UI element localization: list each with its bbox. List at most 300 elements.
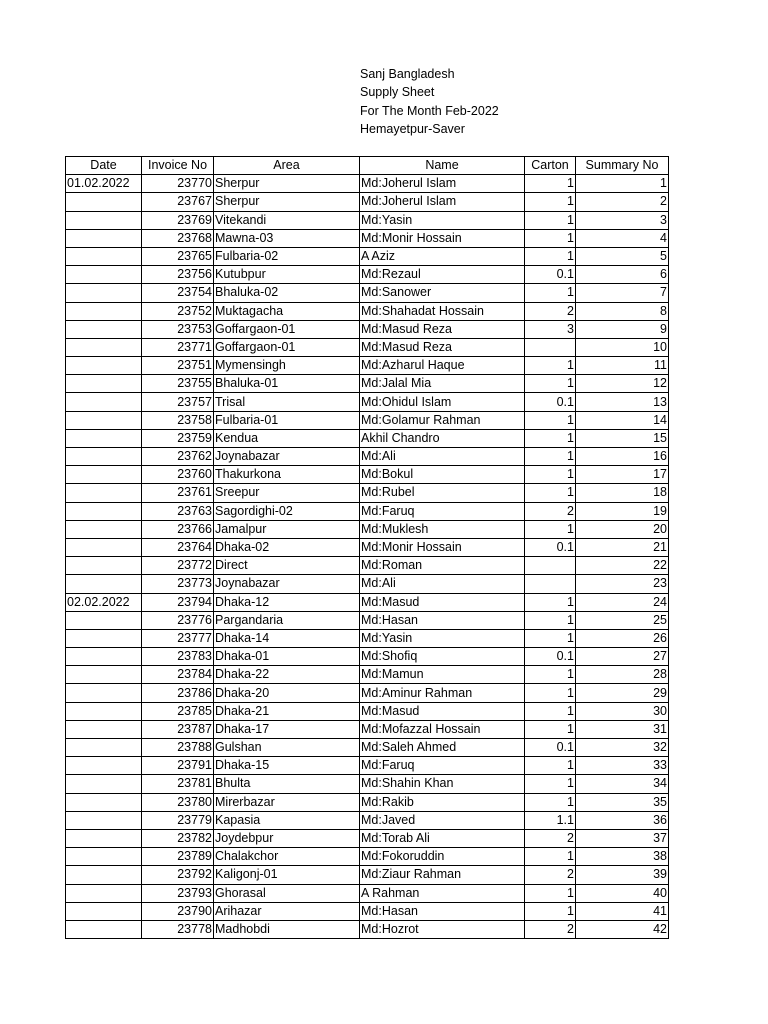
cell-area: Chalakchor xyxy=(214,848,360,866)
table-row xyxy=(66,175,669,193)
cell-date xyxy=(66,775,142,793)
cell-date xyxy=(66,702,142,720)
cell-name: Akhil Chandro xyxy=(360,429,525,447)
cell-date xyxy=(66,266,142,284)
cell-summary-no: 38 xyxy=(576,848,669,866)
cell-name: Md:Javed xyxy=(360,811,525,829)
cell-invoice-no: 23776 xyxy=(142,611,214,629)
table-row xyxy=(66,739,669,757)
table-row xyxy=(66,429,669,447)
table-row xyxy=(66,284,669,302)
cell-invoice-no: 23751 xyxy=(142,357,214,375)
cell-carton: 1 xyxy=(525,702,576,720)
table-row xyxy=(66,320,669,338)
cell-summary-no: 34 xyxy=(576,775,669,793)
cell-area: Kapasia xyxy=(214,811,360,829)
cell-carton: 1 xyxy=(525,484,576,502)
table-body xyxy=(66,175,669,939)
supply-table xyxy=(65,156,669,939)
cell-name: A Aziz xyxy=(360,247,525,265)
cell-name: Md:Shofiq xyxy=(360,648,525,666)
cell-summary-no: 35 xyxy=(576,793,669,811)
cell-area: Kutubpur xyxy=(214,266,360,284)
cell-name: Md:Shahin Khan xyxy=(360,775,525,793)
table-row xyxy=(66,448,669,466)
cell-invoice-no: 23787 xyxy=(142,720,214,738)
cell-carton xyxy=(525,338,576,356)
cell-invoice-no: 23764 xyxy=(142,538,214,556)
table-row xyxy=(66,848,669,866)
cell-area: Direct xyxy=(214,557,360,575)
cell-summary-no: 28 xyxy=(576,666,669,684)
column-header-name: Name xyxy=(360,157,525,175)
cell-invoice-no: 23793 xyxy=(142,884,214,902)
cell-carton: 1 xyxy=(525,666,576,684)
cell-carton: 1 xyxy=(525,247,576,265)
cell-area: Vitekandi xyxy=(214,211,360,229)
table-row xyxy=(66,829,669,847)
cell-carton: 1 xyxy=(525,884,576,902)
cell-area: Goffargaon-01 xyxy=(214,338,360,356)
cell-summary-no: 12 xyxy=(576,375,669,393)
cell-summary-no: 10 xyxy=(576,338,669,356)
cell-invoice-no: 23763 xyxy=(142,502,214,520)
table-row xyxy=(66,593,669,611)
cell-date xyxy=(66,793,142,811)
table-row xyxy=(66,884,669,902)
cell-carton xyxy=(525,575,576,593)
cell-area: Mymensingh xyxy=(214,357,360,375)
cell-name: Md:Ali xyxy=(360,448,525,466)
cell-date xyxy=(66,629,142,647)
cell-invoice-no: 23779 xyxy=(142,811,214,829)
cell-name: Md:Joherul Islam xyxy=(360,175,525,193)
cell-name: Md:Faruq xyxy=(360,757,525,775)
cell-name: Md:Golamur Rahman xyxy=(360,411,525,429)
cell-carton: 1 xyxy=(525,611,576,629)
cell-carton: 0.1 xyxy=(525,739,576,757)
cell-summary-no: 27 xyxy=(576,648,669,666)
cell-carton: 1 xyxy=(525,684,576,702)
cell-date xyxy=(66,866,142,884)
table-row xyxy=(66,793,669,811)
cell-carton: 1 xyxy=(525,175,576,193)
cell-date xyxy=(66,684,142,702)
table-row xyxy=(66,484,669,502)
cell-name: Md:Yasin xyxy=(360,629,525,647)
cell-summary-no: 29 xyxy=(576,684,669,702)
cell-name: Md:Monir Hossain xyxy=(360,538,525,556)
cell-summary-no: 5 xyxy=(576,247,669,265)
cell-name: Md:Ohidul Islam xyxy=(360,393,525,411)
company-name: Sanj Bangladesh xyxy=(360,67,455,81)
table-row xyxy=(66,666,669,684)
cell-name: Md:Shahadat Hossain xyxy=(360,302,525,320)
table-row xyxy=(66,538,669,556)
cell-invoice-no: 23771 xyxy=(142,338,214,356)
cell-carton: 1 xyxy=(525,448,576,466)
cell-name: Md:Jalal Mia xyxy=(360,375,525,393)
cell-summary-no: 8 xyxy=(576,302,669,320)
cell-name: Md:Rubel xyxy=(360,484,525,502)
cell-summary-no: 11 xyxy=(576,357,669,375)
cell-name: Md:Faruq xyxy=(360,502,525,520)
table-row xyxy=(66,193,669,211)
cell-carton: 1 xyxy=(525,211,576,229)
cell-summary-no: 36 xyxy=(576,811,669,829)
table-row xyxy=(66,247,669,265)
cell-date xyxy=(66,229,142,247)
cell-invoice-no: 23767 xyxy=(142,193,214,211)
cell-area: Sherpur xyxy=(214,193,360,211)
table-row xyxy=(66,229,669,247)
cell-invoice-no: 23777 xyxy=(142,629,214,647)
cell-name: Md:Rezaul xyxy=(360,266,525,284)
cell-date xyxy=(66,357,142,375)
cell-carton: 1 xyxy=(525,629,576,647)
cell-carton: 1 xyxy=(525,720,576,738)
cell-area: Bhaluka-01 xyxy=(214,375,360,393)
cell-area: Joynabazar xyxy=(214,448,360,466)
table-row xyxy=(66,575,669,593)
cell-summary-no: 7 xyxy=(576,284,669,302)
table-row xyxy=(66,211,669,229)
cell-carton: 0.1 xyxy=(525,648,576,666)
cell-date xyxy=(66,538,142,556)
cell-invoice-no: 23769 xyxy=(142,211,214,229)
cell-name: Md:Saleh Ahmed xyxy=(360,739,525,757)
cell-area: Mawna-03 xyxy=(214,229,360,247)
sheet-header xyxy=(360,65,499,138)
table-row xyxy=(66,411,669,429)
cell-area: Goffargaon-01 xyxy=(214,320,360,338)
cell-carton: 1 xyxy=(525,193,576,211)
table-row xyxy=(66,466,669,484)
cell-invoice-no: 23760 xyxy=(142,466,214,484)
cell-name: Md:Roman xyxy=(360,557,525,575)
cell-name: Md:Mofazzal Hossain xyxy=(360,720,525,738)
cell-invoice-no: 23778 xyxy=(142,920,214,938)
column-header-summary: Summary No xyxy=(576,157,669,175)
cell-carton: 1 xyxy=(525,229,576,247)
cell-invoice-no: 23754 xyxy=(142,284,214,302)
cell-invoice-no: 23791 xyxy=(142,757,214,775)
cell-summary-no: 24 xyxy=(576,593,669,611)
table-row xyxy=(66,557,669,575)
cell-area: Dhaka-20 xyxy=(214,684,360,702)
cell-carton: 1 xyxy=(525,411,576,429)
cell-date xyxy=(66,466,142,484)
cell-invoice-no: 23761 xyxy=(142,484,214,502)
sheet-location: Hemayetpur-Saver xyxy=(360,121,465,136)
cell-date xyxy=(66,757,142,775)
cell-date: 01.02.2022 xyxy=(66,175,142,193)
cell-carton: 0.1 xyxy=(525,393,576,411)
cell-summary-no: 19 xyxy=(576,502,669,520)
cell-area: Fulbaria-02 xyxy=(214,247,360,265)
cell-date xyxy=(66,611,142,629)
cell-date xyxy=(66,666,142,684)
cell-summary-no: 1 xyxy=(576,175,669,193)
cell-invoice-no: 23786 xyxy=(142,684,214,702)
cell-invoice-no: 23792 xyxy=(142,866,214,884)
cell-carton: 1 xyxy=(525,429,576,447)
cell-summary-no: 14 xyxy=(576,411,669,429)
cell-area: Fulbaria-01 xyxy=(214,411,360,429)
cell-date xyxy=(66,429,142,447)
cell-date xyxy=(66,211,142,229)
cell-summary-no: 39 xyxy=(576,866,669,884)
cell-name: Md:Ali xyxy=(360,575,525,593)
table-row xyxy=(66,302,669,320)
cell-carton: 1 xyxy=(525,375,576,393)
cell-area: Sherpur xyxy=(214,175,360,193)
table-row xyxy=(66,611,669,629)
cell-summary-no: 16 xyxy=(576,448,669,466)
cell-area: Kendua xyxy=(214,429,360,447)
cell-area: Sreepur xyxy=(214,484,360,502)
cell-date xyxy=(66,393,142,411)
cell-invoice-no: 23788 xyxy=(142,739,214,757)
cell-date xyxy=(66,829,142,847)
cell-date xyxy=(66,193,142,211)
cell-date xyxy=(66,720,142,738)
cell-invoice-no: 23781 xyxy=(142,775,214,793)
cell-summary-no: 3 xyxy=(576,211,669,229)
cell-invoice-no: 23780 xyxy=(142,793,214,811)
table-row xyxy=(66,702,669,720)
cell-summary-no: 21 xyxy=(576,538,669,556)
cell-name: Md:Masud Reza xyxy=(360,338,525,356)
cell-summary-no: 37 xyxy=(576,829,669,847)
cell-invoice-no: 23768 xyxy=(142,229,214,247)
cell-summary-no: 31 xyxy=(576,720,669,738)
cell-summary-no: 40 xyxy=(576,884,669,902)
cell-summary-no: 22 xyxy=(576,557,669,575)
table-row xyxy=(66,684,669,702)
column-header-date: Date xyxy=(66,157,142,175)
cell-area: Mirerbazar xyxy=(214,793,360,811)
cell-carton: 1 xyxy=(525,593,576,611)
cell-date xyxy=(66,302,142,320)
cell-carton: 2 xyxy=(525,829,576,847)
cell-area: Dhaka-14 xyxy=(214,629,360,647)
cell-area: Muktagacha xyxy=(214,302,360,320)
cell-area: Bhaluka-02 xyxy=(214,284,360,302)
cell-name: Md:Joherul Islam xyxy=(360,193,525,211)
cell-area: Arihazar xyxy=(214,902,360,920)
sheet-title: Supply Sheet xyxy=(360,85,435,100)
cell-invoice-no: 23773 xyxy=(142,575,214,593)
cell-carton: 1 xyxy=(525,757,576,775)
cell-invoice-no: 23782 xyxy=(142,829,214,847)
cell-date xyxy=(66,575,142,593)
cell-invoice-no: 23794 xyxy=(142,593,214,611)
cell-area: Dhaka-22 xyxy=(214,666,360,684)
cell-area: Dhaka-17 xyxy=(214,720,360,738)
cell-invoice-no: 23755 xyxy=(142,375,214,393)
cell-invoice-no: 23783 xyxy=(142,648,214,666)
cell-carton: 1 xyxy=(525,520,576,538)
cell-name: Md:Rakib xyxy=(360,793,525,811)
cell-date xyxy=(66,557,142,575)
cell-name: Md:Aminur Rahman xyxy=(360,684,525,702)
cell-name: Md:Fokoruddin xyxy=(360,848,525,866)
cell-date xyxy=(66,848,142,866)
cell-area: Joynabazar xyxy=(214,575,360,593)
table-row xyxy=(66,502,669,520)
cell-summary-no: 17 xyxy=(576,466,669,484)
table-row xyxy=(66,720,669,738)
table-header-row xyxy=(66,157,669,175)
cell-carton: 0.1 xyxy=(525,266,576,284)
cell-summary-no: 9 xyxy=(576,320,669,338)
cell-area: Jamalpur xyxy=(214,520,360,538)
table-row xyxy=(66,775,669,793)
table-row xyxy=(66,338,669,356)
cell-invoice-no: 23789 xyxy=(142,848,214,866)
table-row xyxy=(66,920,669,938)
column-header-area: Area xyxy=(214,157,360,175)
cell-area: Kaligonj-01 xyxy=(214,866,360,884)
cell-area: Sagordighi-02 xyxy=(214,502,360,520)
cell-summary-no: 26 xyxy=(576,629,669,647)
cell-name: Md:Masud xyxy=(360,593,525,611)
cell-date xyxy=(66,484,142,502)
table-row xyxy=(66,375,669,393)
cell-name: Md:Muklesh xyxy=(360,520,525,538)
cell-carton: 1 xyxy=(525,848,576,866)
cell-invoice-no: 23785 xyxy=(142,702,214,720)
cell-summary-no: 15 xyxy=(576,429,669,447)
table-row xyxy=(66,902,669,920)
table-row xyxy=(66,811,669,829)
cell-date xyxy=(66,520,142,538)
cell-area: Dhaka-21 xyxy=(214,702,360,720)
table-row xyxy=(66,757,669,775)
cell-date xyxy=(66,338,142,356)
cell-area: Dhaka-15 xyxy=(214,757,360,775)
cell-area: Trisal xyxy=(214,393,360,411)
cell-name: Md:Masud Reza xyxy=(360,320,525,338)
cell-invoice-no: 23784 xyxy=(142,666,214,684)
table-row xyxy=(66,520,669,538)
cell-invoice-no: 23753 xyxy=(142,320,214,338)
cell-area: Madhobdi xyxy=(214,920,360,938)
cell-date xyxy=(66,284,142,302)
cell-invoice-no: 23790 xyxy=(142,902,214,920)
cell-summary-no: 18 xyxy=(576,484,669,502)
cell-name: Md:Bokul xyxy=(360,466,525,484)
cell-invoice-no: 23766 xyxy=(142,520,214,538)
cell-invoice-no: 23770 xyxy=(142,175,214,193)
cell-invoice-no: 23752 xyxy=(142,302,214,320)
cell-area: Ghorasal xyxy=(214,884,360,902)
cell-carton: 3 xyxy=(525,320,576,338)
cell-carton: 2 xyxy=(525,866,576,884)
cell-date xyxy=(66,320,142,338)
cell-name: Md:Monir Hossain xyxy=(360,229,525,247)
cell-carton: 1 xyxy=(525,775,576,793)
cell-name: Md:Hasan xyxy=(360,902,525,920)
cell-area: Dhaka-02 xyxy=(214,538,360,556)
column-header-invoice: Invoice No xyxy=(142,157,214,175)
cell-carton: 2 xyxy=(525,502,576,520)
cell-invoice-no: 23758 xyxy=(142,411,214,429)
cell-name: Md:Mamun xyxy=(360,666,525,684)
table-row xyxy=(66,648,669,666)
cell-name: A Rahman xyxy=(360,884,525,902)
cell-carton: 1 xyxy=(525,284,576,302)
cell-name: Md:Ziaur Rahman xyxy=(360,866,525,884)
cell-area: Thakurkona xyxy=(214,466,360,484)
cell-summary-no: 2 xyxy=(576,193,669,211)
table-row xyxy=(66,866,669,884)
cell-date: 02.02.2022 xyxy=(66,593,142,611)
cell-date xyxy=(66,411,142,429)
cell-carton: 2 xyxy=(525,302,576,320)
cell-summary-no: 30 xyxy=(576,702,669,720)
cell-summary-no: 41 xyxy=(576,902,669,920)
cell-carton: 1.1 xyxy=(525,811,576,829)
cell-summary-no: 25 xyxy=(576,611,669,629)
cell-area: Pargandaria xyxy=(214,611,360,629)
cell-carton: 0.1 xyxy=(525,538,576,556)
table-row xyxy=(66,629,669,647)
cell-summary-no: 32 xyxy=(576,739,669,757)
cell-area: Dhaka-01 xyxy=(214,648,360,666)
cell-date xyxy=(66,884,142,902)
cell-carton: 1 xyxy=(525,466,576,484)
table-row xyxy=(66,357,669,375)
cell-name: Md:Hasan xyxy=(360,611,525,629)
cell-area: Bhulta xyxy=(214,775,360,793)
cell-invoice-no: 23759 xyxy=(142,429,214,447)
cell-summary-no: 23 xyxy=(576,575,669,593)
table-row xyxy=(66,266,669,284)
cell-date xyxy=(66,902,142,920)
cell-summary-no: 6 xyxy=(576,266,669,284)
cell-carton xyxy=(525,557,576,575)
cell-carton: 2 xyxy=(525,920,576,938)
cell-name: Md:Sanower xyxy=(360,284,525,302)
cell-area: Gulshan xyxy=(214,739,360,757)
cell-date xyxy=(66,448,142,466)
cell-date xyxy=(66,648,142,666)
column-header-carton: Carton xyxy=(525,157,576,175)
cell-summary-no: 42 xyxy=(576,920,669,938)
cell-date xyxy=(66,811,142,829)
cell-name: Md:Yasin xyxy=(360,211,525,229)
cell-invoice-no: 23757 xyxy=(142,393,214,411)
cell-invoice-no: 23756 xyxy=(142,266,214,284)
cell-summary-no: 33 xyxy=(576,757,669,775)
cell-name: Md:Torab Ali xyxy=(360,829,525,847)
cell-summary-no: 4 xyxy=(576,229,669,247)
cell-invoice-no: 23765 xyxy=(142,247,214,265)
cell-date xyxy=(66,739,142,757)
cell-carton: 1 xyxy=(525,357,576,375)
cell-invoice-no: 23762 xyxy=(142,448,214,466)
cell-area: Dhaka-12 xyxy=(214,593,360,611)
sheet-month: For The Month Feb-2022 xyxy=(360,103,499,118)
cell-name: Md:Hozrot xyxy=(360,920,525,938)
cell-area: Joydebpur xyxy=(214,829,360,847)
cell-date xyxy=(66,502,142,520)
cell-invoice-no: 23772 xyxy=(142,557,214,575)
cell-carton: 1 xyxy=(525,902,576,920)
table-row xyxy=(66,393,669,411)
